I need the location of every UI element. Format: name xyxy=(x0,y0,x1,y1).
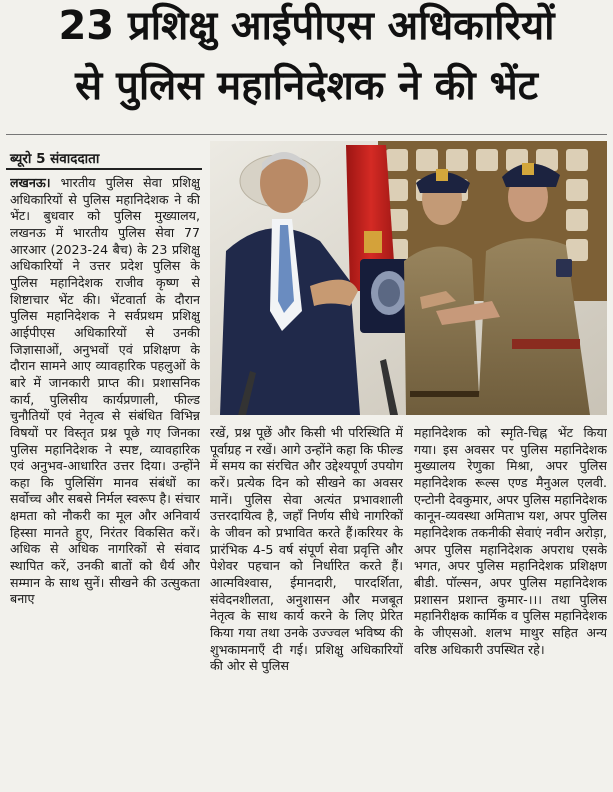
column-2-body: रखें, प्रश्न पूछें और किसी भी परिस्थिति में पूर्वाग्रह न रखें। आगे उन्होंने कहा कि फील्ड में समय का संरचित और उद्देश्यपूर्ण उपयोग करें। प्रत्येक दिन को सीखने का अवसर मानें। पुलिस सेवा अत्यंत प्रभावशाली उत्तरदायित्व है, जहाँ निर्णय सीधे नागरिकों के जीवन को प्रभावित करते हैं।करियर के प्रारंभिक 4-5 वर्ष संपूर्ण सेवा प्रवृत्ति और पेशेवर पहचान को निर्धारित करते हैं। आत्मविश्वास, ईमानदारी, पारदर्शिता, संवेदनशीलता, अनुशासन और मजबूत नेतृत्व के साथ कार्य करने के लिए प्रेरित किया गया तथा उनके उज्ज्वल भविष्य की शुभकामनाएँ दी गई। प्रशिक्षु अधिकारियों की ओर से पुलिस xyxy=(210,425,403,674)
article-column-1 xyxy=(10,175,200,787)
headline-line-2: से पुलिस महानिदेशक ने की भेंट xyxy=(75,63,538,109)
column-3-body: महानिदेशक को स्मृति-चिह्न भेंट किया गया। इस अवसर पर पुलिस महानिदेशक मुख्यालय रेणुका मिश्रा, अपर पुलिस महानिदेशक रूल्स एण्ड मैनुअल एलवी. एन्टोनी देवकुमार, अपर पुलिस महानिदेशक कानून-व्यवस्था अमिताभ यश, अपर पुलिस महानिदेशक तकनीकी सेवाएं नवीन अरोड़ा, अपर पुलिस महानिदेशक अपराध एसके भगत, अपर पुलिस महानिदेशक प्रशिक्षण बीडी. पॉल्सन, अपर पुलिस महानिदेशक प्रशासन प्रशान्त कुमार-।।। तथा पुलिस महानिरीक्षक कार्मिक व पुलिस महानिदेशक के जीएसओ. शलभ माथुर सहित अन्य वरिष्ठ अधिकारी उपस्थित रहे। xyxy=(414,425,607,657)
article-column-3 xyxy=(414,425,607,787)
column-1-body: भारतीय पुलिस सेवा प्रशिक्षु अधिकारियों से पुलिस महानिदेशक ने की भेंट। बुधवार को पुलिस मुख्यालय, लखनऊ में भारतीय पुलिस सेवा 77 आरआर (2023-24 बैच) के 23 प्रशिक्षु अधिकारियों ने उत्तर प्रदेश पुलिस के पुलिस महानिदेशक राजीव कृष्ण से शिष्टाचार भेंट की। भेंटवार्ता के दौरान पुलिस महानिदेशक ने सर्वप्रथम प्रशिक्षु आईपीएस अधिकारियों से उनकी जिज्ञासाओं, अनुभवों एवं प्रशिक्षण के दौरान सामने आए व्यावहारिक पहलुओं के बारे में जानकारी प्राप्त की। प्रशासनिक कार्य, पुलिसीय कार्यप्रणाली, फील्ड चुनौतियों एवं नेतृत्व से संबंधित विभिन्न विषयों पर विस्तृत प्रश्न पूछे गए जिनका पुलिस महानिदेशक ने स्पष्ट, व्यावहारिक एवं अनुभव-आधारित उत्तर दिया। उन्होंने कहा कि पुलिसिंग मानव संबंधों का सर्वोच्च और सबसे निर्मल स्वरूप है। संचार क्षमता को नौकरी का मूल और अनिवार्य हिस्सा मानते हुए, निरंतर विकसित करें। अधिक से अधिक नागरिकों से संवाद स्थापित करें, उनकी बातों को धैर्य और सम्मान के साथ सुनें। सीखने की उत्सुकता बनाए xyxy=(10,175,200,607)
news-photo xyxy=(210,141,607,415)
byline: ब्यूरो 5 संवाददाता xyxy=(10,151,100,167)
headline-divider xyxy=(6,134,607,135)
byline-rule xyxy=(6,168,202,170)
headline-line-1: 23 प्रशिक्षु आईपीएस अधिकारियों xyxy=(58,3,555,49)
dateline: लखनऊ। xyxy=(10,175,51,190)
article-column-2 xyxy=(210,425,403,787)
